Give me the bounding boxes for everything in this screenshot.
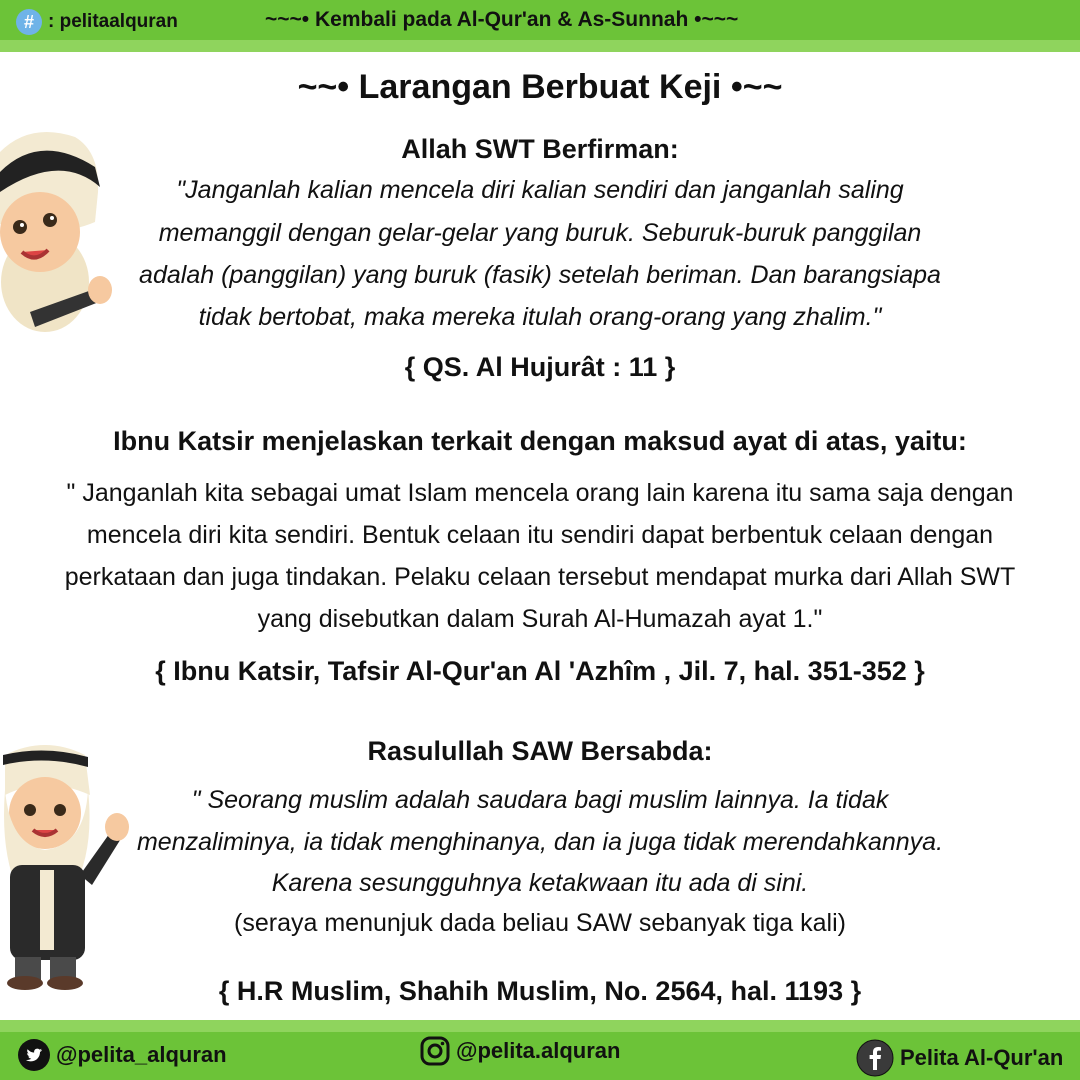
section1-heading: Allah SWT Berfirman:: [401, 134, 679, 164]
section3-quote-line: " Seorang muslim adalah saudara bagi muslim lainnya. Ia tidak: [191, 786, 889, 814]
section2-reference: { Ibnu Katsir, Tafsir Al-Qur'an Al 'Azhîm , Jil. 7, hal. 351-352 }: [155, 656, 925, 686]
header-tagline: ~~~• Kembali pada Al-Qur'an & As-Sunnah •~~~: [265, 8, 739, 31]
section2-body-line: yang disebutkan dalam Surah Al-Humazah ayat 1.": [257, 605, 823, 633]
facebook-link[interactable]: [856, 1039, 1063, 1077]
section1-quote-line: tidak bertobat, maka mereka itulah orang-orang yang zhalim.": [198, 303, 882, 331]
section3-quote-line: Karena sesungguhnya ketakwaan itu ada di sini.: [271, 869, 809, 897]
instagram-link[interactable]: [420, 1036, 620, 1066]
section3-note: (seraya menunjuk dada beliau SAW sebanyak tiga kali): [234, 909, 846, 937]
header-handle-text: : pelitaalquran: [48, 11, 178, 32]
section1-quote-line: memanggil dengan gelar-gelar yang buruk. Seburuk-buruk panggilan: [158, 219, 922, 247]
section3-reference: { H.R Muslim, Shahih Muslim, No. 2564, hal. 1193 }: [218, 976, 862, 1006]
twitter-link[interactable]: [18, 1039, 227, 1071]
facebook-icon: [856, 1039, 894, 1077]
section2-body-line: mencela diri kita sendiri. Bentuk celaan itu sendiri dapat berbentuk celaan dengan: [86, 521, 994, 549]
twitter-handle: @pelita_alquran: [56, 1042, 227, 1067]
hashtag-icon: #: [16, 9, 42, 35]
instagram-icon: [420, 1036, 450, 1066]
section3-quote-line: menzaliminya, ia tidak menghinanya, dan ia juga tidak merendahkannya.: [136, 828, 944, 856]
section2-body-line: perkataan dan juga tindakan. Pelaku celaan tersebut mendapat murka dari Allah SWT: [64, 563, 1016, 591]
child-illustration-bottom: [0, 735, 135, 990]
twitter-icon: [18, 1039, 50, 1071]
header-handle: [16, 9, 178, 35]
section3-heading: Rasulullah SAW Bersabda:: [367, 736, 713, 766]
page-title: ~~• Larangan Berbuat Keji •~~: [297, 68, 783, 106]
section2-heading: Ibnu Katsir menjelaskan terkait dengan maksud ayat di atas, yaitu:: [113, 426, 967, 456]
header-strip: [0, 40, 1080, 52]
footer-strip: [0, 1020, 1080, 1032]
facebook-page-name: Pelita Al-Qur'an: [900, 1045, 1064, 1070]
section1-quote-line: "Janganlah kalian mencela diri kalian sendiri dan janganlah saling: [176, 176, 904, 204]
section1-reference: { QS. Al Hujurât : 11 }: [404, 352, 676, 382]
section2-body-line: " Janganlah kita sebagai umat Islam mencela orang lain karena itu sama saja dengan: [66, 479, 1014, 507]
section1-quote-line: adalah (panggilan) yang buruk (fasik) setelah beriman. Dan barangsiapa: [139, 261, 941, 289]
instagram-handle: @pelita.alquran: [456, 1038, 621, 1063]
